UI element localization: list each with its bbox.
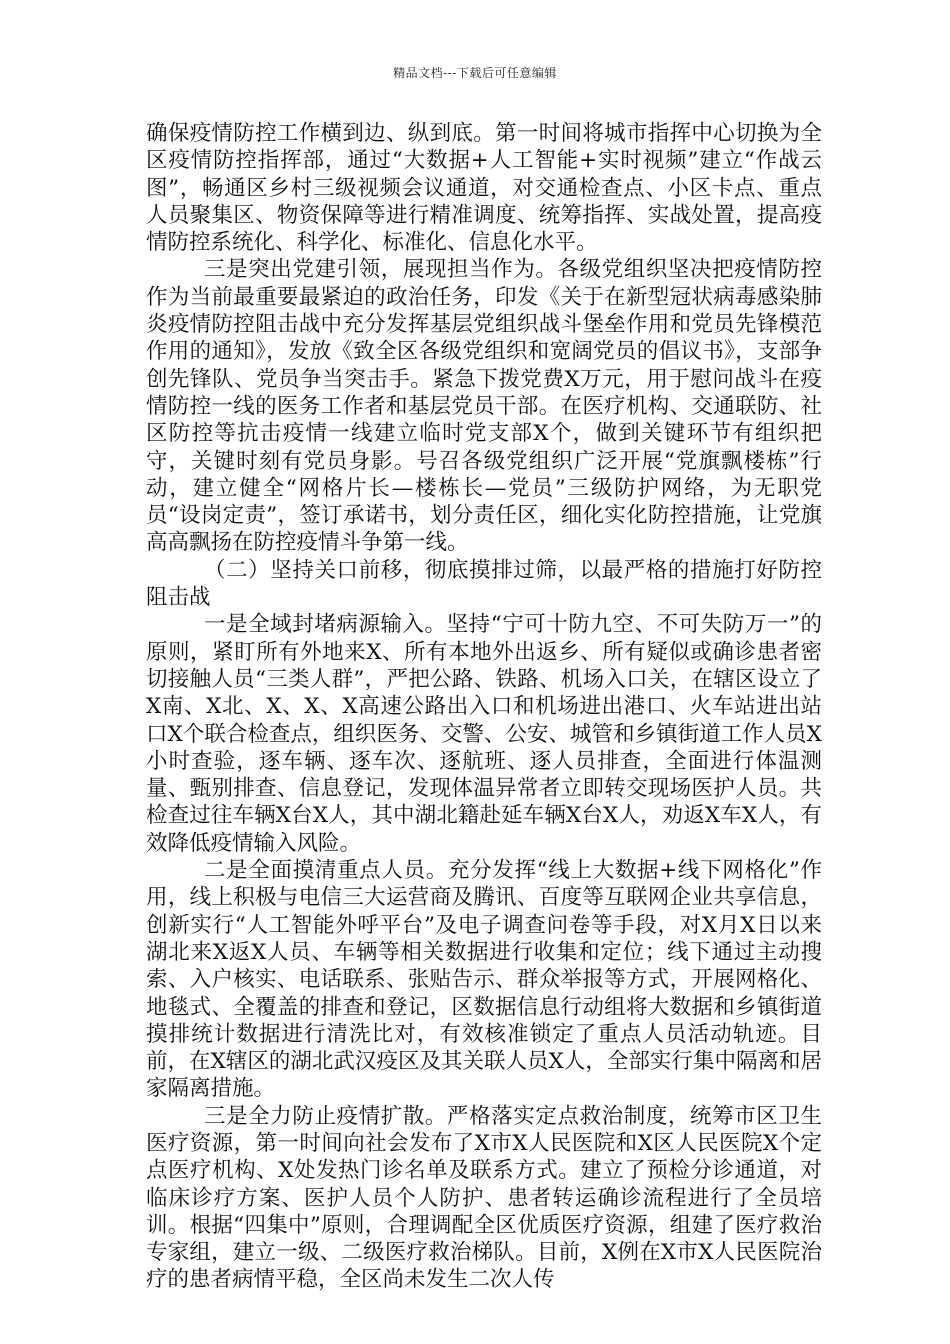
paragraph-block-source: 一是全域封堵病源输入。坚持“宁可十防九空、不可失防万一”的原则，紧盯所有外地来X、所有本地外出返乡、所有疑似或确诊患者密切接触人员“三类人群”，严把公路、铁路、机场入口关，在辖区设立了X南、X北、X、X、X高速公路出入口和机场进出港口、火车站进出站口X个联合检查点，组织医务、交警、公安、城管和乡镇街道工作人员X小时查验，逐车辆、逐车次、逐航班、逐人员排查，全面进行体温测量、甄别排查、信息登记，发现体温异常者立即转交现场医护人员。共检查过往车辆X台X人，其中湖北籍赴延车辆X台X人，劝返X车X人，有效降低疫情输入风险。 [146,612,822,856]
page-header: 精品文档---下载后可任意编辑 [393,66,557,80]
paragraph-continued: 确保疫情防控工作横到边、纵到底。第一时间将城市指挥中心切换为全区疫情防控指挥部，通过“大数据+人工智能+实时视频”建立“作战云图”，畅通区乡村三级视频会议通道，对交通检查点、小区卡点、重点人员聚集区、物资保障等进行精准调度、统筹指挥、实战处置，提高疫情防控系统化、科学化、标准化、信息化水平。 [146,121,822,256]
paragraph-key-persons: 二是全面摸清重点人员。充分发挥“线上大数据+线下网格化”作用，线上积极与电信三大运营商及腾讯、百度等互联网企业共享信息，创新实行“人工智能外呼平台”及电子调查问卷等手段，对X月X日以来湖北来X返X人员、车辆等相关数据进行收集和定位；线下通过主动搜索、入户核实、电话联系、张贴告示、群众举报等方式，开展网格化、地毯式、全覆盖的排查和登记，区数据信息行动组将大数据和乡镇街道摸排统计数据进行清洗比对，有效核准锁定了重点人员活动轨迹。目前，在X辖区的湖北武汉疫区及其关联人员X人，全部实行集中隔离和居家隔离措施。 [146,858,822,1102]
paragraph-prevent-spread: 三是全力防止疫情扩散。严格落实定点救治制度，统筹市区卫生医疗资源，第一时间向社会发布了X市X人民医院和X区人民医院X个定点医疗机构、X处发热门诊名单及联系方式。建立了预检分诊通道，对临床诊疗方案、医护人员个人防护、患者转运确诊流程进行了全员培训。根据“四集中”原则，合理调配全区优质医疗资源，组建了医疗救治专家组，建立一级、二级医疗救治梯队。目前，X例在X市X人民医院治疗的患者病情平稳，全区尚未发生二次人传 [146,1103,822,1293]
document-body [146,120,822,1294]
section-heading-2: （二）坚持关口前移，彻底摸排过筛，以最严格的措施打好防控阻击战 [146,557,822,611]
paragraph-party-leadership: 三是突出党建引领，展现担当作为。各级党组织坚决把疫情防控作为当前最重要最紧迫的政治任务，印发《关于在新型冠状病毒感染肺炎疫情防控阻击战中充分发挥基层党组织战斗堡垒作用和党员先锋模范作用的通知》，发放《致全区各级党组织和宽阔党员的倡议书》，支部争创先锋队、党员争当突击手。紧急下拨党费X万元，用于慰问战斗在疫情防控一线的医务工作者和基层党员干部。在医疗机构、交通联防、社区防控等抗击疫情一线建立临时党支部X个，做到关键环节有组织把守，关键时刻有党员身影。号召各级党组织广泛开展“党旗飘楼栋”行动，建立健全“网格片长—楼栋长—党员”三级防护网络，为无职党员“设岗定责”，签订承诺书，划分责任区，细化实化防控措施，让党旗高高飘扬在防控疫情斗争第一线。 [146,257,822,556]
